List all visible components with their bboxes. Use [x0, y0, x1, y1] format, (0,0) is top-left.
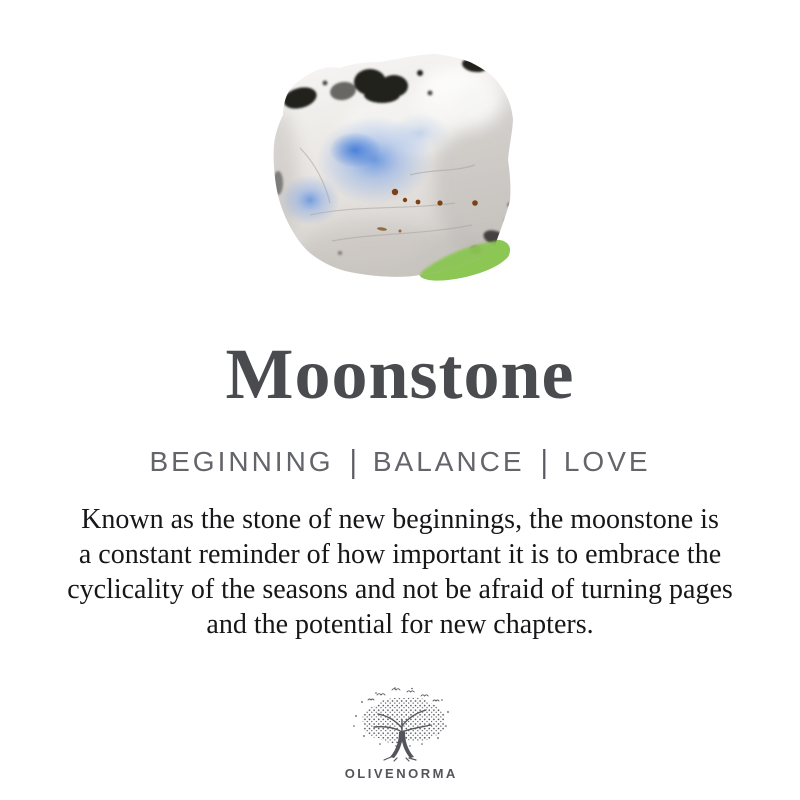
description-line: a constant reminder of how important it is to embrace the [78, 539, 722, 570]
separator-bar: | [540, 443, 548, 480]
keyword-love: LOVE [563, 446, 651, 477]
description-line: Known as the stone of new beginnings, the moonstone is [81, 504, 719, 535]
brand-logo [0, 686, 800, 781]
moonstone-photo [270, 52, 515, 284]
brand-name: OLIVENORMA [344, 766, 458, 781]
page-title: Moonstone [225, 334, 575, 414]
description-line: and the potential for new chapters. [206, 609, 594, 640]
description-paragraph [0, 502, 800, 642]
moonstone-crystal-image [270, 52, 515, 284]
tree-with-birds-icon [350, 686, 450, 764]
separator-bar: | [349, 443, 357, 480]
blue-glow-lower [280, 175, 340, 225]
keyword-beginning: BEGINNING [149, 446, 334, 477]
description-line: cyclicality of the seasons and not be afraid of turning pages [67, 574, 733, 605]
keyword-balance: BALANCE [372, 446, 525, 477]
keywords-row [0, 443, 800, 480]
